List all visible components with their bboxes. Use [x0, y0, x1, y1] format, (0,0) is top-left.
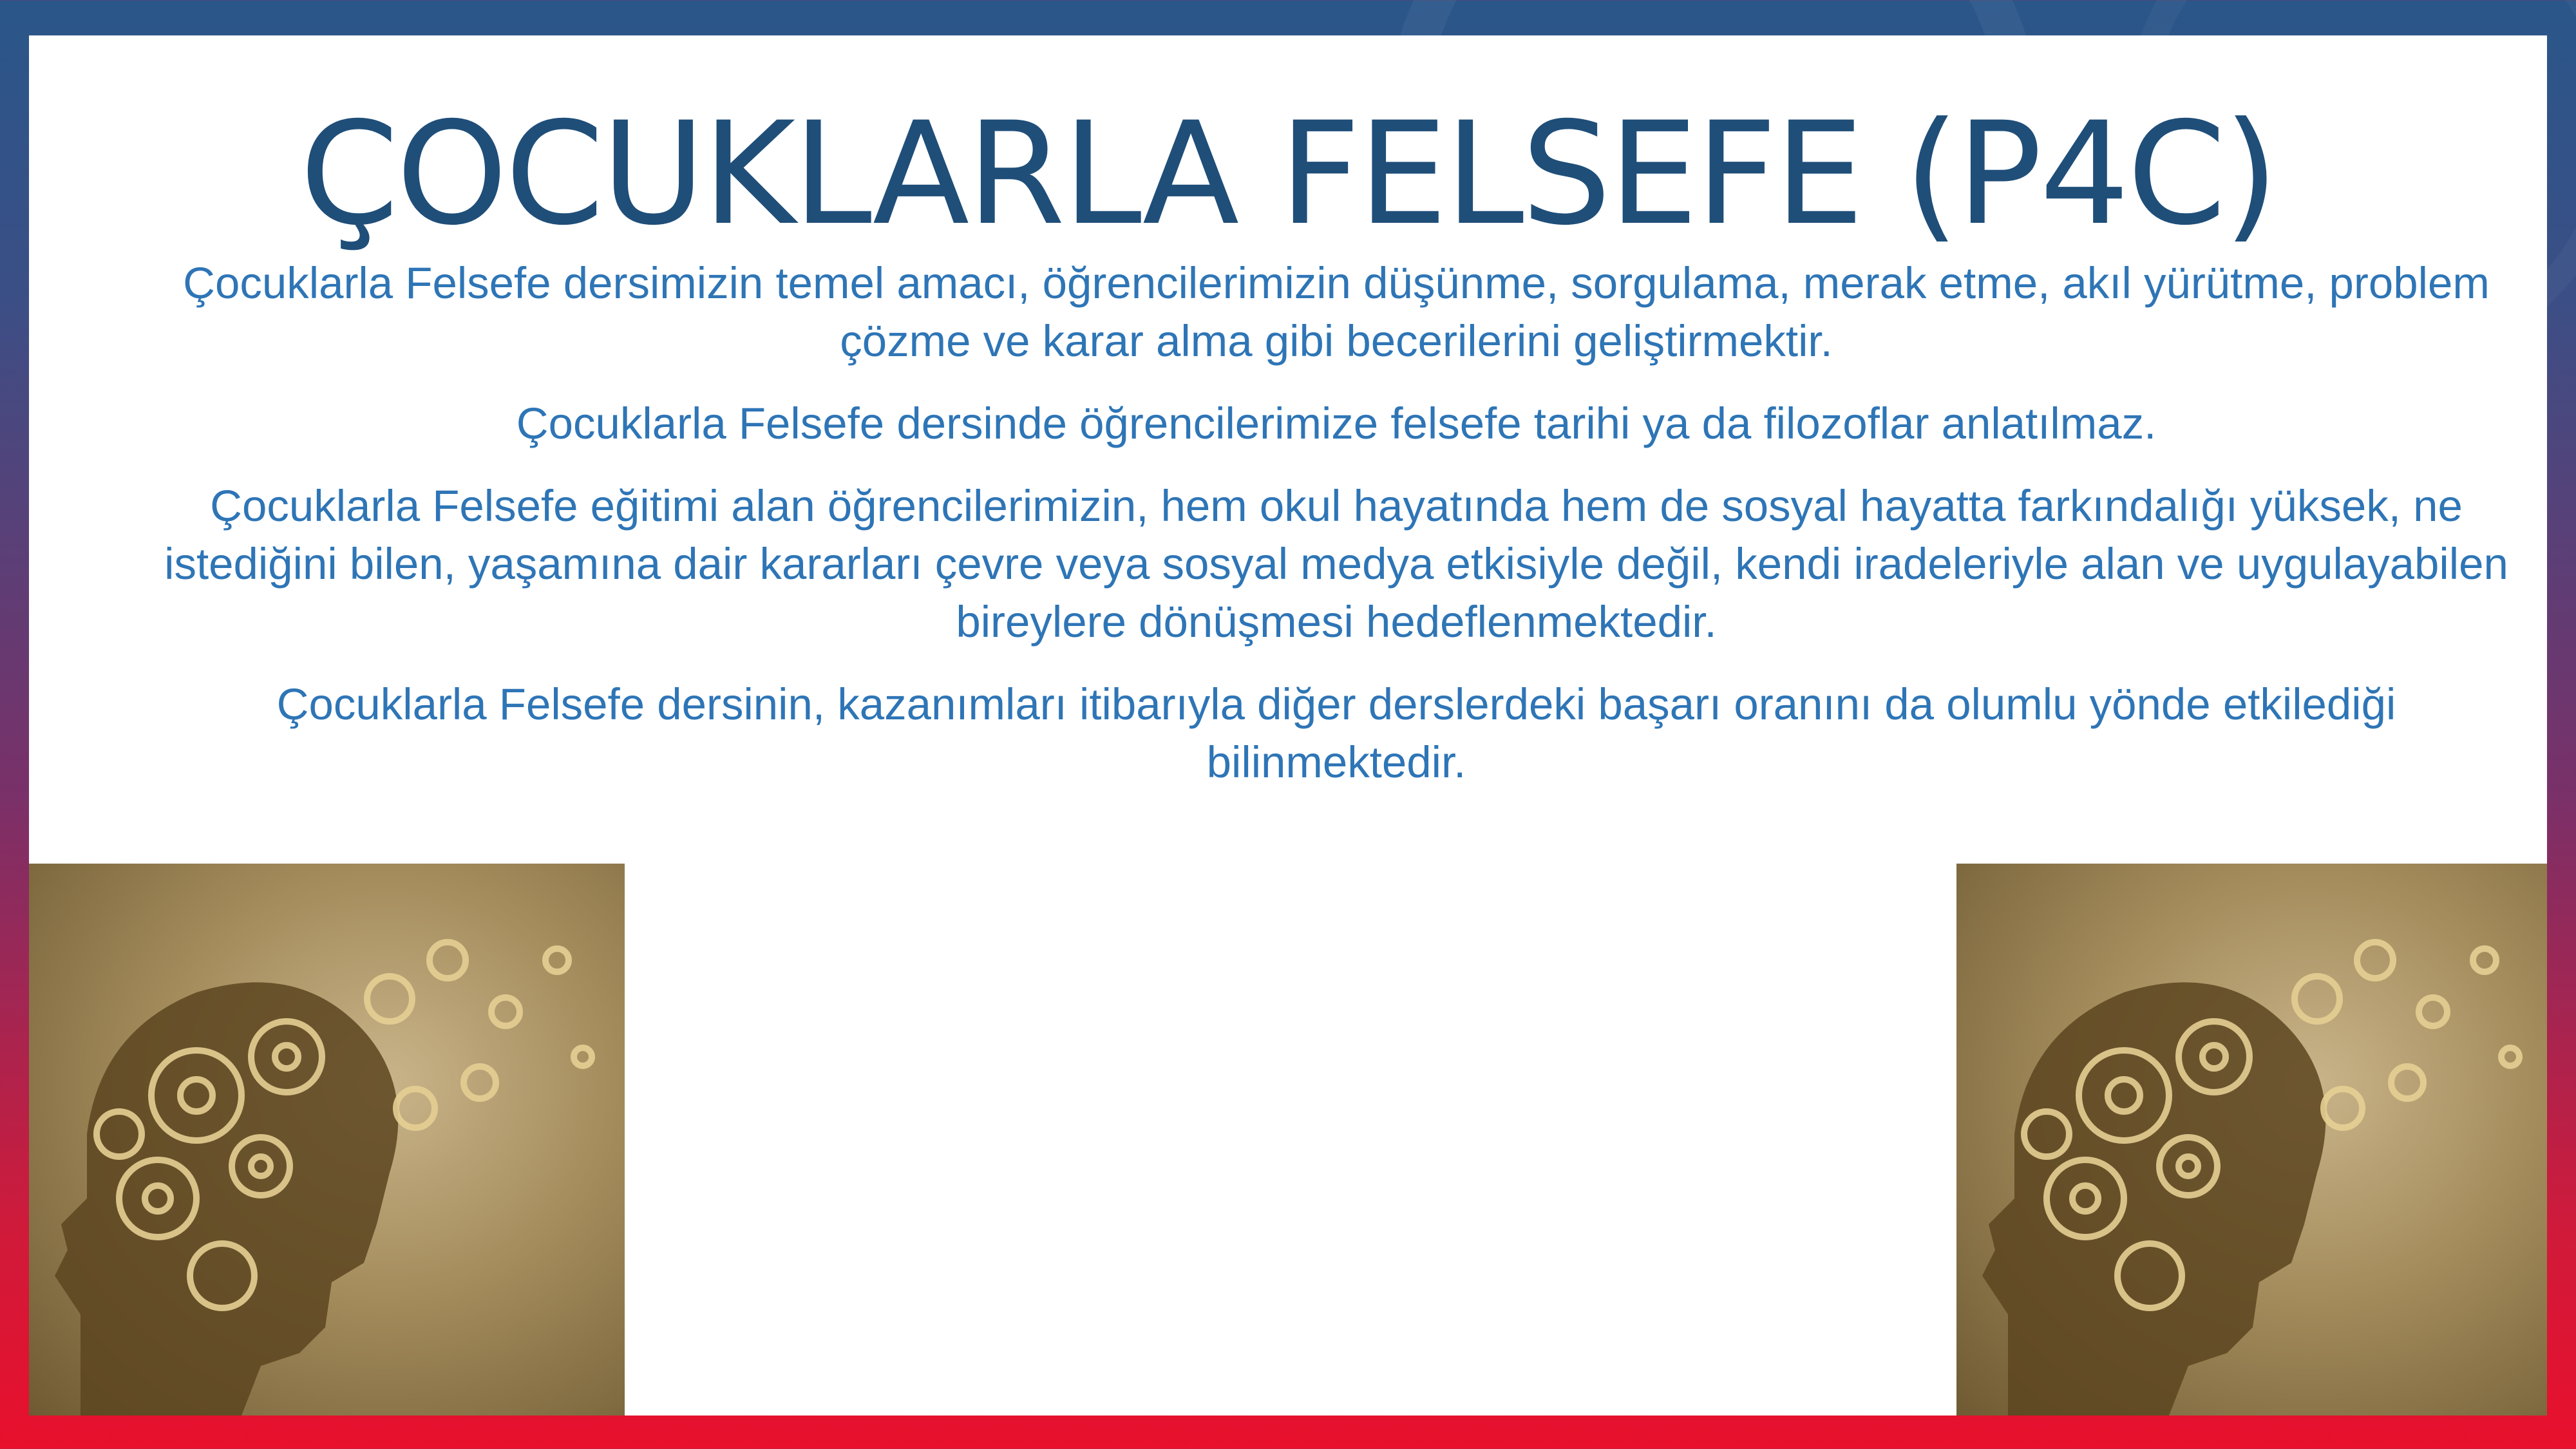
paragraph-impact: Çocuklarla Felsefe dersinin, kazanımları itibarıyla diğer derslerdeki başarı oranını da olumlu yönde etkilediği bilinmektedir.	[276, 679, 2396, 787]
paragraph-goal: Çocuklarla Felsefe eğitimi alan öğrencilerimizin, hem okul hayatında hem de sosyal hayatta farkındalığı yüksek, ne istediğini bilen, yaşamına dair kararları çevre veya sosyal medya etkisiyle değil, kendi iradeleriyle alan ve uygulayabilen bireylere dönüşmesi hedeflenmektedir.	[164, 481, 2508, 647]
slide-panel	[29, 35, 2547, 1416]
gear-head-image-left	[29, 864, 625, 1416]
gear-head-image-right	[1956, 864, 2547, 1416]
slide-title: ÇOCUKLARLA FELSEFE (P4C)	[299, 91, 2277, 256]
slide-body	[151, 254, 2521, 816]
paragraph-not-history: Çocuklarla Felsefe dersinde öğrencilerimize felsefe tarihi ya da filozoflar anlatılmaz.	[516, 399, 2157, 448]
paragraph-purpose: Çocuklarla Felsefe dersimizin temel amacı, öğrencilerimizin düşünme, sorgulama, merak etme, akıl yürütme, problem çözme ve karar alma gibi becerilerini geliştirmektir.	[183, 258, 2490, 366]
